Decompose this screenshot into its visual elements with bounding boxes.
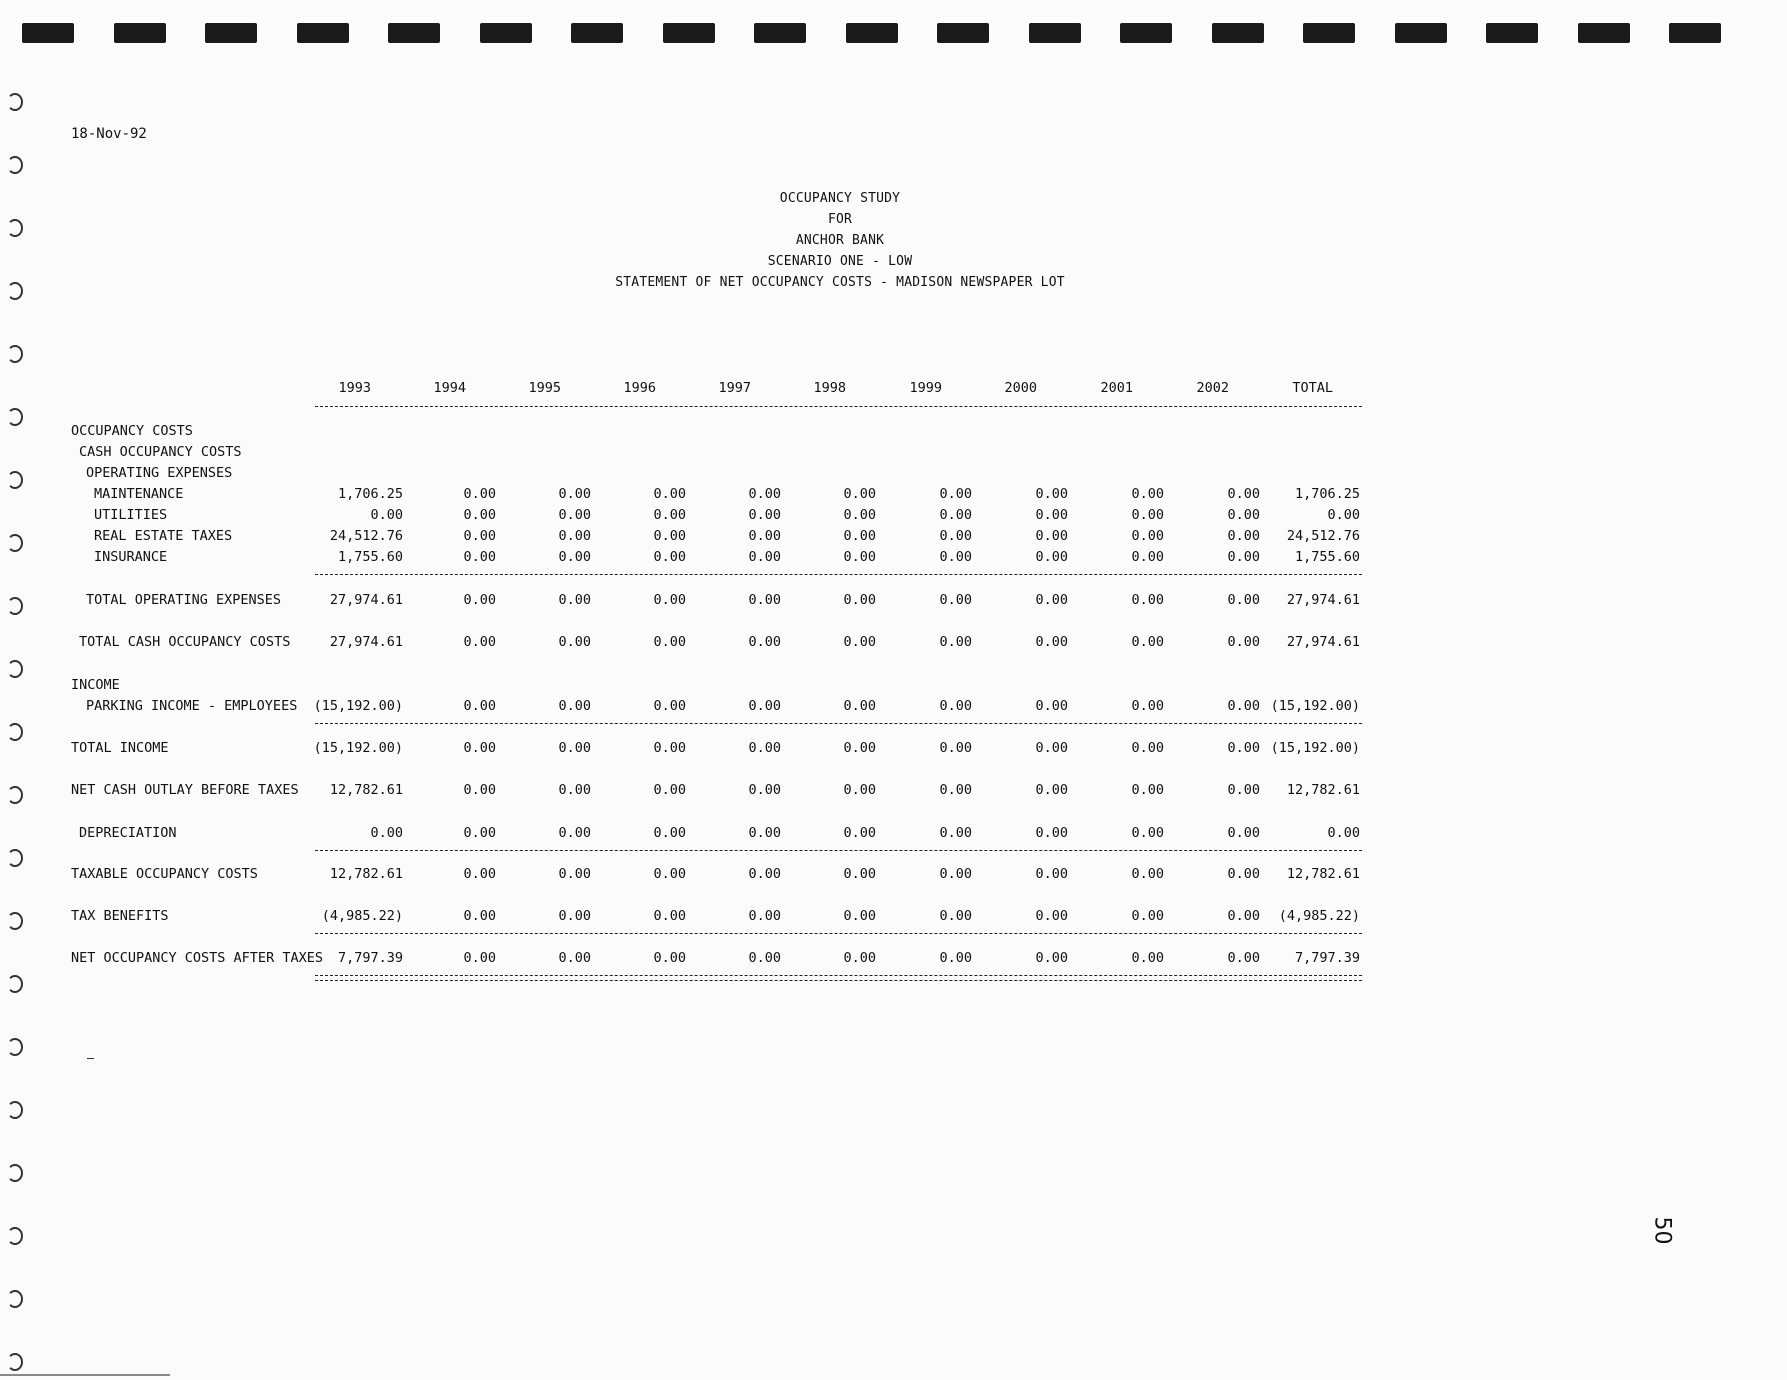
table-cell: 0.00 [1035,592,1068,608]
table-cell: 0.00 [653,592,686,608]
table-cell: 0.00 [1227,634,1260,650]
table-cell: 0.00 [1035,486,1068,502]
binder-hole [7,660,23,678]
table-cell: 0.00 [939,782,972,798]
table-cell: (15,192.00) [1270,698,1360,714]
header-line-statement: STATEMENT OF NET OCCUPANCY COSTS - MADISON NEWSPAPER LOT [615,275,1065,290]
table-cell: 0.00 [558,698,591,714]
table-cell: (15,192.00) [313,740,403,756]
table-cell: 27,974.61 [329,634,403,650]
table-cell: 0.00 [939,908,972,924]
table-cell: 0.00 [558,486,591,502]
perforation-block [297,23,349,43]
column-header: 1996 [623,380,656,396]
table-cell: 0.00 [558,592,591,608]
row-label: NET OCCUPANCY COSTS AFTER TAXES [71,950,323,966]
table-cell: 1,706.25 [1294,486,1360,502]
binder-hole [7,534,23,552]
perforation-block [1395,23,1447,43]
table-cell: (15,192.00) [1270,740,1360,756]
binder-hole [7,1353,23,1371]
table-cell: 0.00 [1035,634,1068,650]
table-cell: 0.00 [558,950,591,966]
table-cell: 0.00 [1131,634,1164,650]
column-header: 1993 [338,380,371,396]
table-cell: 7,797.39 [337,950,403,966]
table-cell: 0.00 [748,950,781,966]
table-cell: 24,512.76 [1286,528,1360,544]
column-header: 2001 [1100,380,1133,396]
table-cell: 7,797.39 [1294,950,1360,966]
table-cell: (15,192.00) [313,698,403,714]
table-cell: 0.00 [463,486,496,502]
table-cell: 0.00 [653,908,686,924]
table-cell: 0.00 [1227,528,1260,544]
table-cell: 0.00 [939,528,972,544]
column-header: TOTAL [1292,380,1333,396]
binder-hole [7,723,23,741]
table-cell: 0.00 [1131,950,1164,966]
table-cell: 0.00 [463,507,496,523]
binder-hole [7,1164,23,1182]
table-cell: 0.00 [1131,486,1164,502]
perforation-block [754,23,806,43]
table-cell: 0.00 [748,592,781,608]
table-cell: 0.00 [1035,950,1068,966]
table-cell: 12,782.61 [1286,866,1360,882]
table-cell: 0.00 [653,528,686,544]
table-cell: 0.00 [463,634,496,650]
table-cell: 0.00 [1131,528,1164,544]
column-header: 2000 [1004,380,1037,396]
row-label: OPERATING EXPENSES [86,465,233,481]
column-header: 2002 [1196,380,1229,396]
header-line-for: FOR [827,212,853,227]
binder-hole [7,219,23,237]
binder-hole [7,471,23,489]
table-cell: 0.00 [558,782,591,798]
table-cell: 0.00 [370,507,403,523]
perforation-block [1303,23,1355,43]
table-cell: 0.00 [1327,825,1360,841]
perforation-block [388,23,440,43]
row-label: OCCUPANCY COSTS [71,423,193,439]
table-cell: 0.00 [748,825,781,841]
table-cell: 0.00 [463,908,496,924]
table-cell: 0.00 [653,740,686,756]
column-header: 1997 [718,380,751,396]
table-cell: 0.00 [653,698,686,714]
table-cell: 12,782.61 [1286,782,1360,798]
table-cell: 0.00 [748,698,781,714]
table-cell: 0.00 [1035,507,1068,523]
binder-hole [7,786,23,804]
table-cell: 0.00 [1227,782,1260,798]
table-cell: 0.00 [843,740,876,756]
table-cell: 0.00 [748,507,781,523]
table-cell: 0.00 [463,866,496,882]
table-cell: 0.00 [939,825,972,841]
column-header: 1998 [813,380,846,396]
binder-hole [7,849,23,867]
table-cell: 0.00 [1227,950,1260,966]
header-line-scenario: SCENARIO ONE - LOW [767,254,913,269]
double-rule [315,975,1362,981]
perforation-strip [0,20,1787,46]
table-cell: 0.00 [463,782,496,798]
binder-hole [7,975,23,993]
table-cell: 0.00 [939,592,972,608]
binder-hole [7,912,23,930]
table-cell: 0.00 [1227,825,1260,841]
binder-hole [7,1290,23,1308]
binder-hole [7,1038,23,1056]
table-cell: 0.00 [1227,486,1260,502]
table-cell: 0.00 [463,825,496,841]
perforation-block [1029,23,1081,43]
row-label: TOTAL CASH OCCUPANCY COSTS [79,634,291,650]
table-cell: 0.00 [1227,866,1260,882]
header-line-study: OCCUPANCY STUDY [779,191,901,206]
table-cell: 0.00 [653,486,686,502]
table-cell: 0.00 [1131,782,1164,798]
table-cell: 0.00 [653,507,686,523]
separator-rule [315,723,1362,724]
table-cell: 0.00 [558,740,591,756]
perforation-block [1120,23,1172,43]
page-edge-line [0,1374,170,1376]
table-cell: 27,974.61 [1286,634,1360,650]
table-cell: 0.00 [1035,782,1068,798]
binder-hole [7,408,23,426]
table-cell: 0.00 [463,592,496,608]
binder-hole [7,1227,23,1245]
table-cell: 0.00 [939,740,972,756]
perforation-block [663,23,715,43]
report-header [440,188,1240,293]
perforation-block [846,23,898,43]
table-cell: 0.00 [1035,825,1068,841]
table-cell: 0.00 [843,549,876,565]
perforation-block [205,23,257,43]
table-cell: 0.00 [653,825,686,841]
separator-rule [315,574,1362,575]
row-label: INSURANCE [94,549,168,565]
table-cell: 0.00 [463,950,496,966]
table-cell: 0.00 [843,486,876,502]
table-cell: 0.00 [748,634,781,650]
table-cell: (4,985.22) [1278,908,1360,924]
row-label: TOTAL INCOME [71,740,169,756]
table-cell: 0.00 [843,528,876,544]
table-cell: 0.00 [1131,908,1164,924]
separator-rule [315,406,1362,407]
table-cell: 0.00 [653,782,686,798]
table-cell: 0.00 [843,634,876,650]
perforation-block [1669,23,1721,43]
table-cell: 0.00 [463,528,496,544]
table-cell: 0.00 [1035,908,1068,924]
table-cell: 0.00 [939,486,972,502]
row-label: CASH OCCUPANCY COSTS [79,444,242,460]
table-cell: 0.00 [748,549,781,565]
table-cell: 0.00 [843,698,876,714]
row-label: MAINTENANCE [94,486,184,502]
table-cell: 0.00 [748,486,781,502]
table-cell: 0.00 [1131,825,1164,841]
table-cell: 0.00 [1035,698,1068,714]
stray-mark [87,1058,94,1059]
table-cell: 0.00 [748,528,781,544]
table-cell: 0.00 [370,825,403,841]
table-cell: 0.00 [748,740,781,756]
table-cell: 0.00 [558,634,591,650]
table-cell: 0.00 [939,950,972,966]
table-cell: 0.00 [843,908,876,924]
row-label: PARKING INCOME - EMPLOYEES [86,698,298,714]
table-cell: 0.00 [463,698,496,714]
perforation-block [937,23,989,43]
table-cell: 0.00 [653,634,686,650]
table-cell: 0.00 [939,634,972,650]
table-cell: 0.00 [558,825,591,841]
table-cell: 0.00 [1035,549,1068,565]
table-cell: 0.00 [1131,549,1164,565]
column-header: 1999 [909,380,942,396]
table-cell: 0.00 [843,866,876,882]
column-header: 1995 [528,380,561,396]
table-cell: 12,782.61 [329,782,403,798]
row-label: TOTAL OPERATING EXPENSES [86,592,282,608]
table-cell: 0.00 [1227,908,1260,924]
row-label: DEPRECIATION [79,825,177,841]
table-cell: (4,985.22) [321,908,403,924]
table-cell: 0.00 [463,740,496,756]
table-cell: 12,782.61 [329,866,403,882]
header-line-bank: ANCHOR BANK [795,233,885,248]
page-number: 50 [1649,1216,1675,1245]
table-cell: 1,755.60 [337,549,403,565]
table-cell: 0.00 [1035,740,1068,756]
table-cell: 0.00 [558,507,591,523]
row-label: TAX BENEFITS [71,908,169,924]
table-cell: 1,706.25 [337,486,403,502]
table-cell: 0.00 [1227,698,1260,714]
table-cell: 0.00 [1131,698,1164,714]
table-cell: 0.00 [843,592,876,608]
table-cell: 0.00 [1327,507,1360,523]
table-cell: 0.00 [843,782,876,798]
separator-rule [315,850,1362,851]
table-cell: 0.00 [843,950,876,966]
table-cell: 0.00 [653,866,686,882]
table-cell: 1,755.60 [1294,549,1360,565]
table-cell: 0.00 [748,908,781,924]
table-cell: 27,974.61 [329,592,403,608]
table-cell: 0.00 [1035,528,1068,544]
binder-hole [7,282,23,300]
table-cell: 0.00 [558,549,591,565]
table-cell: 0.00 [1227,549,1260,565]
row-label: NET CASH OUTLAY BEFORE TAXES [71,782,299,798]
table-cell: 0.00 [463,549,496,565]
table-cell: 0.00 [939,698,972,714]
binder-hole [7,597,23,615]
perforation-block [480,23,532,43]
perforation-block [571,23,623,43]
table-cell: 0.00 [748,866,781,882]
table-cell: 0.00 [558,866,591,882]
binder-hole [7,345,23,363]
table-cell: 0.00 [1035,866,1068,882]
table-cell: 0.00 [748,782,781,798]
binder-hole [7,1101,23,1119]
report-date: 18-Nov-92 [71,126,147,142]
column-header: 1994 [433,380,466,396]
table-cell: 0.00 [843,825,876,841]
binder-hole [7,156,23,174]
table-cell: 0.00 [1131,507,1164,523]
table-cell: 0.00 [558,908,591,924]
table-cell: 0.00 [558,528,591,544]
perforation-block [114,23,166,43]
binder-hole [7,93,23,111]
table-cell: 0.00 [939,866,972,882]
table-cell: 24,512.76 [329,528,403,544]
table-cell: 0.00 [1131,740,1164,756]
perforation-block [1212,23,1264,43]
row-label: INCOME [71,677,120,693]
separator-rule [315,933,1362,934]
table-cell: 0.00 [1227,740,1260,756]
table-cell: 0.00 [939,507,972,523]
perforation-block [1578,23,1630,43]
table-cell: 0.00 [1131,592,1164,608]
table-cell: 0.00 [939,549,972,565]
table-cell: 0.00 [1227,507,1260,523]
row-label: REAL ESTATE TAXES [94,528,233,544]
row-label: UTILITIES [94,507,168,523]
table-cell: 0.00 [843,507,876,523]
perforation-block [1486,23,1538,43]
table-cell: 27,974.61 [1286,592,1360,608]
table-cell: 0.00 [1227,592,1260,608]
binder-holes [0,0,40,1380]
table-cell: 0.00 [1131,866,1164,882]
table-cell: 0.00 [653,549,686,565]
table-cell: 0.00 [653,950,686,966]
row-label: TAXABLE OCCUPANCY COSTS [71,866,258,882]
